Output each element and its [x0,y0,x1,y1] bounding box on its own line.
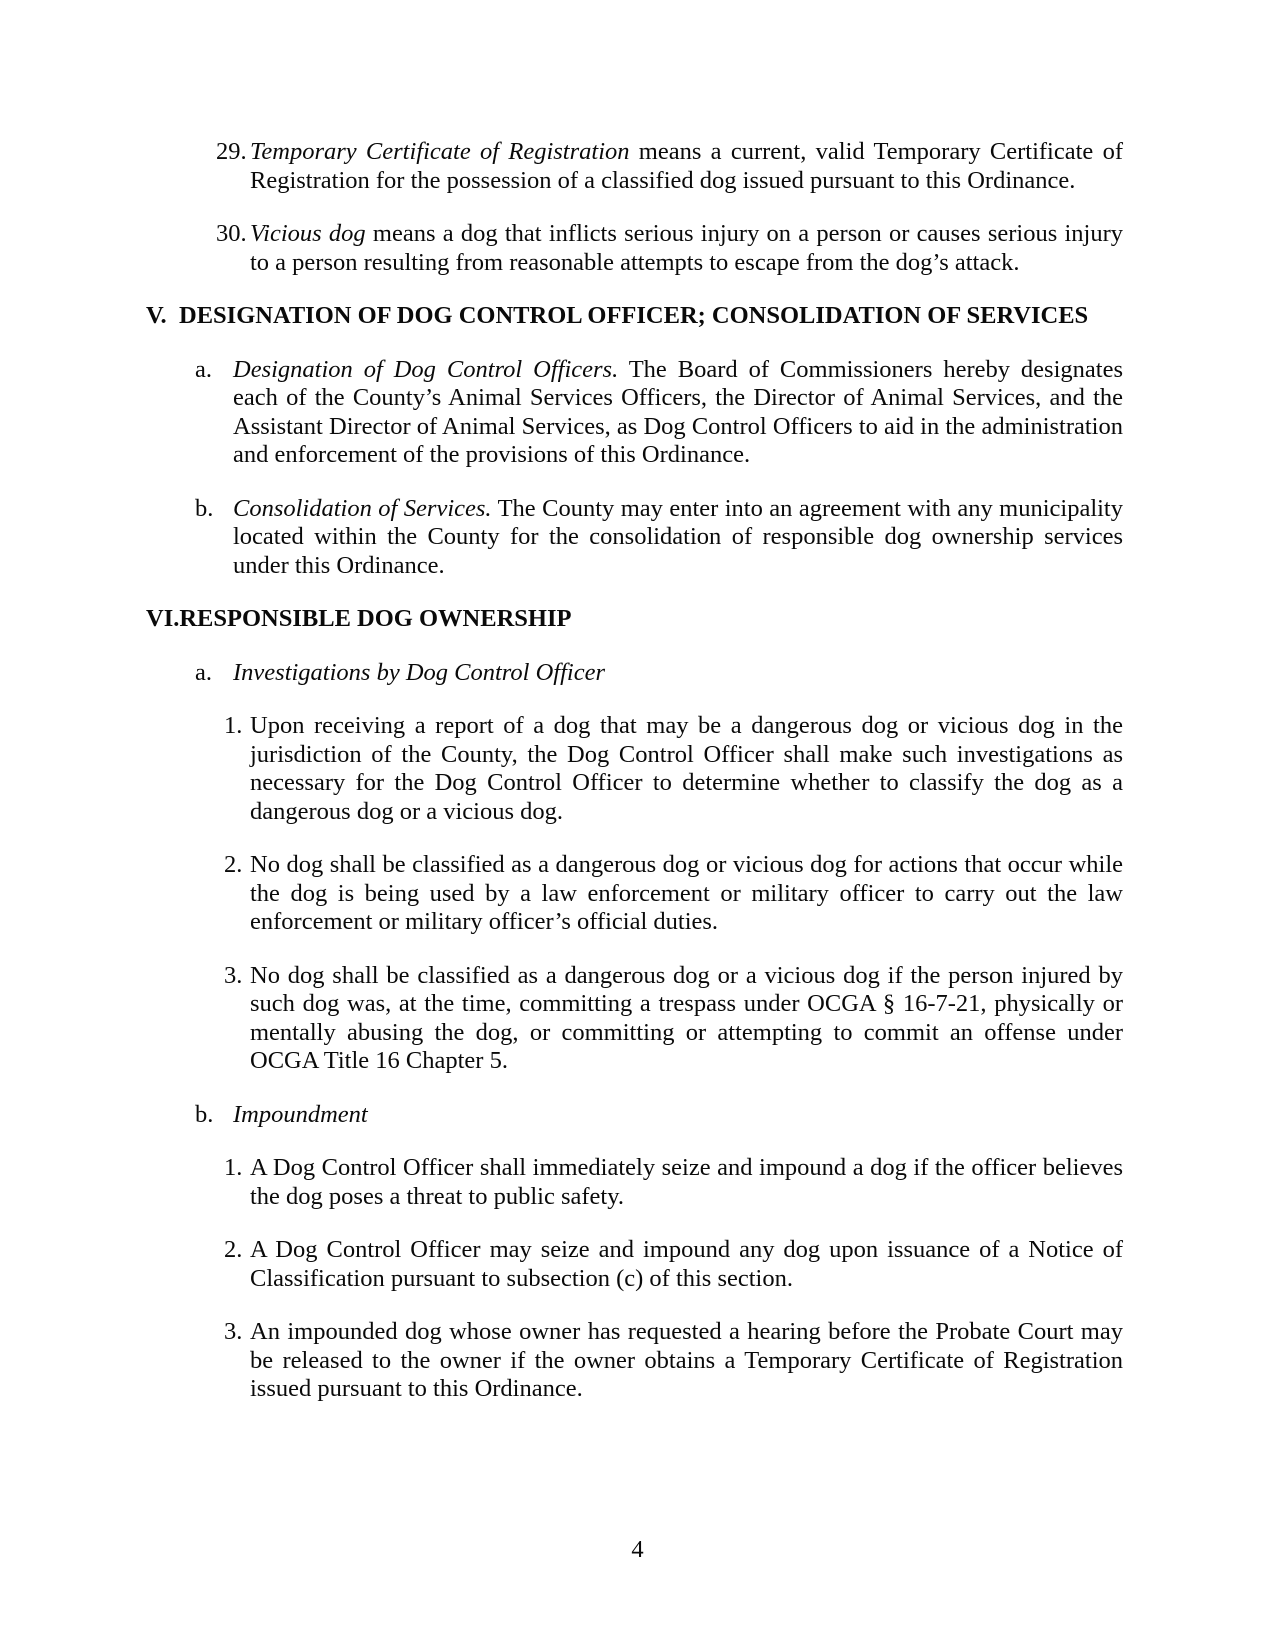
list-marker: a. [195,658,212,686]
page-number: 4 [631,1536,644,1563]
item-text: Vicious dog means a dog that inflicts serious injury on a person or causes serious injury to a person resulting from reasonable attempts to escape from the dog’s attack. [250,220,1124,276]
section-heading [146,302,1123,331]
list-marker: 2. [224,851,243,878]
list-item [146,1318,1123,1404]
list-marker: a. [195,355,212,383]
list-marker: 29. [216,138,247,165]
item-text: An impounded dog whose owner has requested a hearing before the Probate Court may be released to the owner if the owner obtains a Temporary Certificate of Registration issued pursuant to this Ordinance. [250,1318,1123,1402]
list-item [146,1154,1123,1211]
heading-text: RESPONSIBLE DOG OWNERSHIP [179,605,572,632]
list-marker: 2. [224,1236,243,1263]
section-heading [146,605,1123,634]
item-text: A Dog Control Officer may seize and impound any dog upon issuance of a Notice of Classification pursuant to subsection (c) of this section. [250,1236,1123,1292]
document-body [146,138,1123,1404]
list-item [146,356,1123,470]
list-marker: 1. [224,712,243,739]
list-item [146,962,1123,1076]
list-item [146,851,1123,937]
item-text: A Dog Control Officer shall immediately seize and impound a dog if the officer believes the dog poses a threat to public safety. [250,1154,1123,1210]
item-text: No dog shall be classified as a dangerous dog or a vicious dog if the person injured by such dog was, at the time, committing a trespass under OCGA § 16-7-21, physically or mentally abusing the dog, or committing or attempting to commit an offense under OCGA Title 16 Chapter 5. [250,961,1123,1074]
list-marker: b. [195,1100,214,1128]
list-marker: VI. [146,605,180,632]
list-item [146,220,1123,277]
item-text: Designation of Dog Control Officers. The Board of Commissioners hereby designates each of the County’s Animal Services Officers, the Director of Animal Services, and the Assistant Director of Animal Services, as Dog Control Officers to aid in the administration and enforcement of the provisions of this Ordinance. [233,355,1123,468]
list-marker: 3. [224,961,243,989]
item-text: No dog shall be classified as a dangerous dog or vicious dog for actions that occur while the dog is being used by a law enforcement or military officer to carry out the law enforcement or military officer’s official duties. [250,851,1123,935]
heading-text: DESIGNATION OF DOG CONTROL OFFICER; CONSOLIDATION OF SERVICES [179,302,1089,329]
list-item [146,138,1123,195]
list-marker: b. [195,494,214,522]
list-marker: 1. [224,1154,243,1181]
list-item [146,1101,1123,1130]
list-marker: 3. [224,1318,243,1345]
item-text: Temporary Certificate of Registration means a current, valid Temporary Certificate of Registration for the possession of a classified dog issued pursuant to this Ordinance. [250,138,1123,194]
item-text: Impoundment [233,1100,368,1128]
item-text: Investigations by Dog Control Officer [233,658,605,686]
item-text: Consolidation of Services. The County may enter into an agreement with any municipality located within the County for the consolidation of responsible dog ownership services under this Ordinance. [233,494,1123,579]
list-item [146,712,1123,826]
list-marker: 30. [216,220,247,247]
list-item [146,1236,1123,1293]
list-item [146,659,1123,688]
list-marker: V. [146,302,167,329]
item-text: Upon receiving a report of a dog that may be a dangerous dog or vicious dog in the jurisdiction of the County, the Dog Control Officer shall make such investigations as necessary for the Dog Control Officer to determine whether to classify the dog as a dangerous dog or a vicious dog. [250,712,1123,825]
list-item [146,495,1123,581]
